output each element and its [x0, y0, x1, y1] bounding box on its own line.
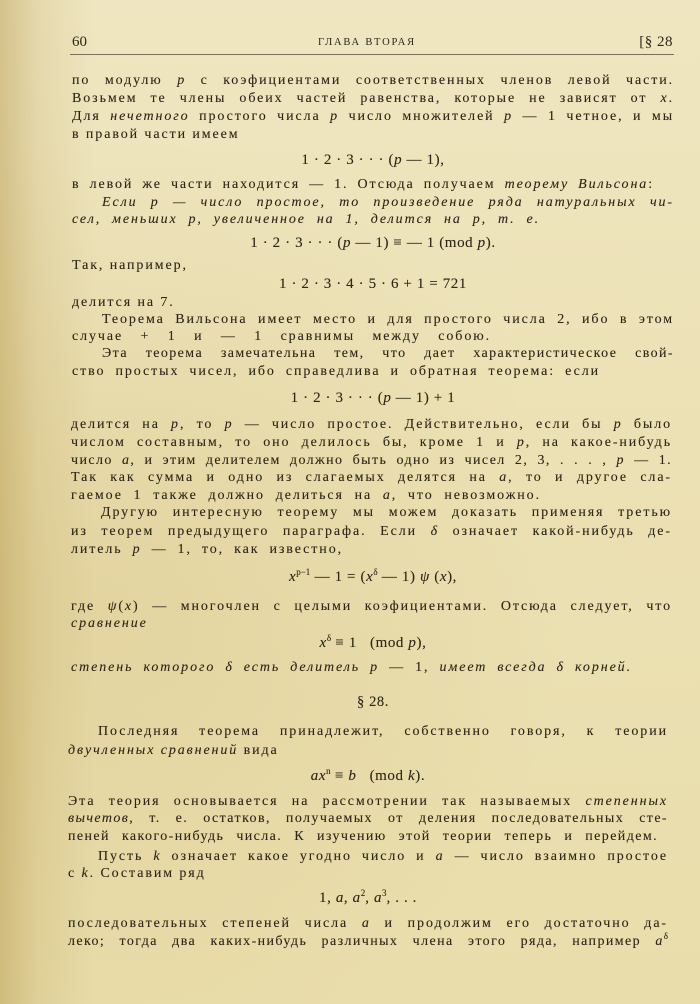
math-variable: p: [504, 109, 514, 124]
text-segment: Возьмем те члены обеих частей равенства, которые не зависят от: [72, 91, 661, 106]
exponent: 3: [382, 888, 387, 898]
chapter-title: ГЛАВА ВТОРАЯ: [318, 37, 416, 48]
text-segment: Эта теорема замечательна тем, что дает характеристическое свой-: [102, 346, 674, 361]
math-variable: ax: [310, 768, 327, 784]
text-segment: число: [71, 453, 122, 468]
math-variable: p: [342, 235, 352, 251]
text-line-22: [71, 598, 672, 616]
math-variable: p: [613, 417, 623, 432]
formula-part: ≡: [330, 768, 349, 784]
text-line-26: [68, 742, 668, 760]
text-segment: — 1, то, как известно,: [141, 542, 343, 557]
formula-part: ),: [447, 569, 458, 585]
exponent: n: [326, 766, 331, 776]
formula-power-series: [68, 888, 668, 908]
formula-part: ,: [365, 890, 374, 906]
text-line-13: [72, 363, 600, 381]
math-variable: a: [382, 488, 392, 503]
math-variable: p: [224, 417, 234, 432]
math-variable: x: [660, 91, 669, 106]
text-line-21: [71, 541, 343, 559]
math-variable: a: [361, 916, 371, 931]
math-variable: p: [330, 109, 340, 124]
text-segment: , то и другое сла-: [508, 470, 672, 485]
math-variable: x: [366, 569, 374, 585]
formula-two-term-congruence: [68, 766, 668, 786]
formula-part: ≡ 1 (mod: [331, 635, 409, 651]
text-segment: числом составным, то оно делилось бы, кроме 1 и: [71, 435, 517, 450]
text-segment: , и этим делителем должно быть одно из чисел 2, 3, . . . ,: [130, 453, 617, 468]
math-variable: a: [435, 849, 445, 864]
text-line-18: [71, 487, 541, 505]
math-variable: p: [177, 73, 187, 88]
text-line-25: [68, 723, 668, 741]
formula-part: ),: [416, 635, 427, 651]
section-reference: [§ 28: [639, 34, 673, 50]
formula-part: 1 · 2 · 3 · · · (: [290, 390, 384, 406]
text-line-19: [71, 504, 672, 522]
formula-part: — 1 = (: [310, 569, 367, 585]
theorem-text: Если p — число простое, то произведение ряда натуральных чи-: [102, 195, 674, 210]
math-variable: k: [81, 866, 90, 881]
emphasis-text: сравнение: [71, 616, 148, 631]
text-line-4: [72, 126, 674, 144]
formula-part: — 1) ≡ — 1 (mod: [351, 235, 478, 251]
text-segment: , т. е. остатков, получаемых от деления последовательных сте-: [129, 811, 668, 826]
text-line-11: [72, 328, 491, 346]
math-variable: p: [616, 453, 625, 468]
formula-part: — 1): [377, 569, 420, 585]
exponent: p−1: [296, 567, 311, 577]
text-segment: где: [71, 599, 108, 614]
math-variable: a: [335, 890, 344, 906]
formula-part: (: [429, 569, 440, 585]
text-segment: Пусть: [98, 849, 154, 864]
text-segment: с: [68, 866, 82, 881]
formula-wilson-congruence: [72, 233, 674, 253]
text-line-23: [71, 615, 672, 633]
text-segment: по модулю: [72, 73, 178, 88]
text-segment: пеней какого-нибудь числа. К изучению этой теории теперь и перейдем.: [68, 829, 658, 844]
text-segment: Эта теория основывается на рассмотрении так называемых: [68, 794, 586, 809]
formula-part: ).: [485, 235, 496, 251]
exponent: δ: [663, 931, 668, 941]
text-segment: вида: [238, 743, 279, 758]
math-variable: x: [288, 569, 297, 585]
theorem-line-1: [72, 194, 674, 212]
text-segment: — число взаимно простое: [444, 849, 668, 864]
text-segment: — 1.: [624, 453, 673, 468]
emphasis-text: нечетного: [110, 109, 190, 124]
text-segment: , что невозможно.: [391, 488, 541, 503]
math-variable: p: [132, 542, 142, 557]
text-line-31: [68, 865, 668, 883]
text-line-28: [68, 810, 668, 828]
text-segment: случае + 1 и — 1 сравнимы между собою.: [72, 329, 491, 344]
math-variable: b: [348, 768, 357, 784]
text-line-33: [68, 933, 668, 951]
math-variable: k: [153, 849, 162, 864]
emphasis-text: степень которого δ есть делитель p: [71, 660, 380, 675]
formula-part: 1 · 2 · 3 · 4 · 5 · 6 + 1 = 721: [279, 276, 467, 292]
formula-product: [72, 150, 674, 170]
math-variable: p: [171, 417, 180, 432]
text-segment: Так как сумма и одно из слагаемых делятся на: [71, 470, 500, 485]
text-segment: в левой же части находится — 1. Отсюда получаем: [72, 177, 505, 192]
formula-part: ,: [343, 890, 353, 906]
text-line-32: [68, 915, 668, 933]
math-variable: a: [121, 453, 131, 468]
text-line-9: [72, 294, 674, 312]
formula-binomial-congruence: [72, 633, 674, 653]
formula-part: ).: [415, 768, 426, 784]
text-line-10: [72, 311, 674, 329]
text-line-3: [72, 108, 674, 126]
text-segment: — 1 четное, и мы: [513, 109, 674, 124]
formula-part: 1 · 2 · 3 · · · (: [250, 235, 343, 251]
text-segment: в правой части имеем: [72, 127, 240, 142]
math-variable: p: [394, 152, 403, 168]
text-line-24: [71, 659, 632, 677]
header-rule: [70, 54, 674, 55]
text-segment: простого числа: [189, 109, 331, 124]
formula-part: 1 · 2 · 3 · · · (: [301, 152, 395, 168]
math-variable: p: [477, 235, 486, 251]
text-segment: означает какой-нибудь де-: [438, 524, 672, 539]
text-segment: литель: [71, 542, 133, 557]
text-segment: , то: [179, 417, 225, 432]
text-line-16: [71, 452, 672, 470]
text-segment: (: [118, 599, 125, 614]
theorem-text: сел, меньших p, увеличенное на 1, делится на p, т. е.: [72, 212, 540, 227]
text-segment: — число простое. Действительно, если бы: [233, 417, 614, 432]
text-segment: ство простых чисел, ибо справедлива и обратная теорема: если: [72, 364, 600, 379]
math-variable: ψ: [107, 599, 119, 614]
text-line-27: [68, 793, 668, 811]
text-segment: .: [668, 91, 674, 106]
math-variable: ψ: [419, 569, 430, 585]
text-line-1: [72, 72, 674, 90]
text-line-14: [71, 416, 672, 434]
formula-part: 1,: [319, 890, 336, 906]
text-segment: было: [622, 417, 672, 432]
emphasis-text: теорему Вильсона: [504, 177, 649, 192]
exponent: 2: [360, 888, 366, 898]
formula-part: (mod: [356, 768, 408, 784]
theorem-line-2: [72, 211, 540, 229]
text-segment: — 1,: [379, 660, 440, 675]
exponent: δ: [373, 567, 378, 577]
page-number: 60: [72, 34, 87, 50]
exponent: δ: [326, 633, 332, 643]
text-segment: последовательных степеней числа: [68, 916, 362, 931]
formula-part: — 1) + 1: [391, 390, 456, 406]
text-segment: из теорем предыдущего параграфа. Если: [71, 524, 431, 539]
math-variable: δ: [430, 524, 439, 539]
text-line-5: [72, 176, 654, 194]
formula-example: [72, 274, 674, 294]
text-line-30: [68, 848, 668, 866]
math-variable: x: [319, 635, 327, 651]
math-variable: x: [439, 569, 448, 585]
text-segment: Теорема Вильсона имеет место и для простого числа 2, ибо в этом: [102, 312, 674, 327]
emphasis-text: двучленных сравнений: [68, 743, 239, 758]
text-line-20: [71, 523, 672, 541]
text-segment: с коэфициентами соответственных членов левой части.: [186, 73, 674, 88]
math-variable: x: [124, 599, 134, 614]
formula-part: , . . .: [386, 890, 417, 906]
section-heading: § 28.: [357, 694, 389, 710]
text-segment: означает какое угодно число и: [161, 849, 436, 864]
text-segment: гаемое 1 также должно делиться на: [71, 488, 383, 503]
text-segment: делится на 7.: [72, 295, 175, 310]
emphasis-text: имеет всегда δ корней.: [439, 660, 632, 675]
text-line-8: [72, 257, 674, 275]
formula-polynomial-factorization: [72, 567, 674, 587]
formula-converse: [72, 388, 674, 408]
text-segment: ) — многочлен с целыми коэфициентами. Отсюда следует, что: [133, 599, 672, 614]
text-segment: . Составим ряд: [89, 866, 206, 881]
math-variable: a: [499, 470, 509, 485]
math-variable: a: [655, 934, 664, 949]
math-variable: p: [383, 390, 392, 406]
math-variable: p: [408, 635, 417, 651]
text-segment: :: [648, 177, 654, 192]
text-segment: Последняя теорема принадлежит, собственно говоря, к теории: [98, 724, 668, 739]
text-segment: , на какое-нибудь: [525, 435, 672, 450]
text-line-29: [68, 828, 658, 846]
math-variable: a: [373, 890, 383, 906]
math-variable: p: [516, 435, 526, 450]
text-line-2: [72, 90, 674, 108]
text-segment: Так, например,: [72, 258, 188, 273]
emphasis-text: вычетов: [68, 811, 130, 826]
text-segment: леко; тогда два каких-нибудь различных члена этого ряда, например: [68, 934, 656, 949]
text-line-17: [71, 469, 672, 487]
text-line-15: [71, 434, 672, 452]
emphasis-text: степенных: [585, 794, 668, 809]
text-segment: делится на: [71, 417, 172, 432]
math-variable: k: [407, 768, 416, 784]
math-variable: a: [352, 890, 361, 906]
text-segment: Другую интересную теорему мы можем доказать применяя третью: [101, 505, 672, 520]
text-segment: Для: [72, 109, 111, 124]
text-line-12: [72, 345, 674, 363]
text-segment: и продолжим его достаточно да-: [370, 916, 668, 931]
text-segment: число множителей: [339, 109, 505, 124]
formula-part: — 1),: [402, 152, 445, 168]
